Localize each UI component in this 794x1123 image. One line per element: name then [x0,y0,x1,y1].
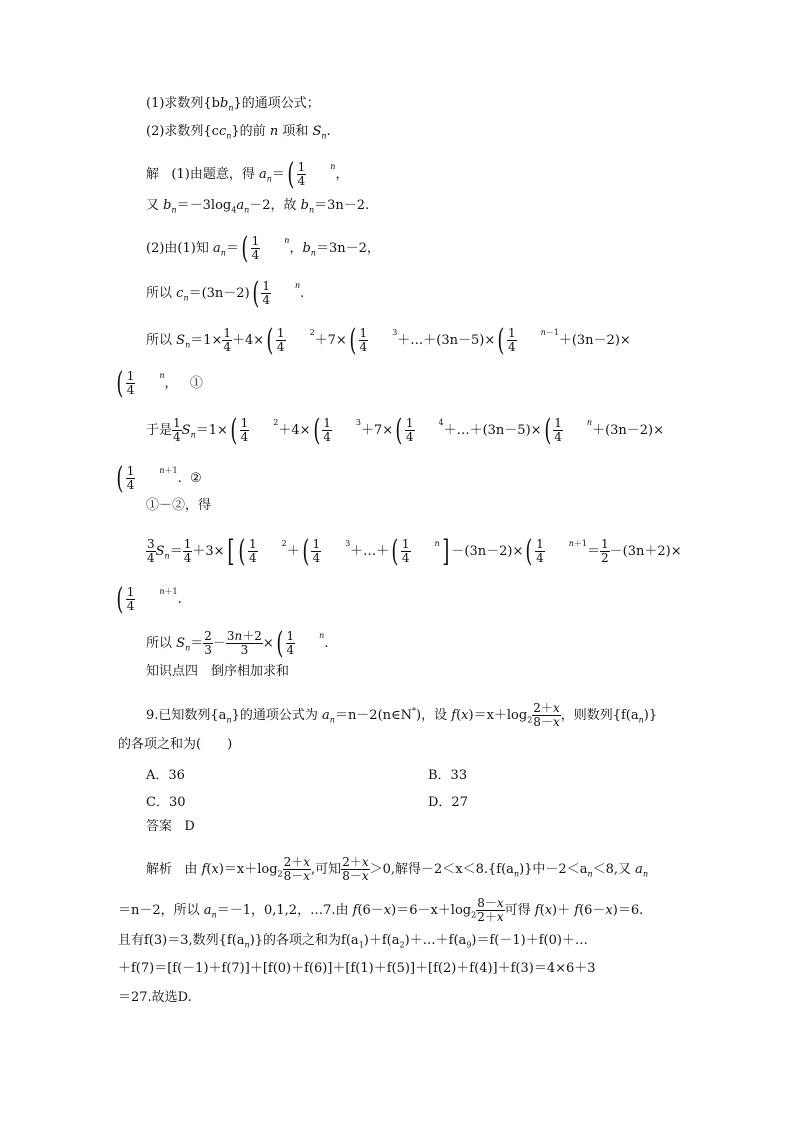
bn-eq: ＝3n－2， [315,241,380,256]
an2-f: ＝6. [617,903,644,918]
mark-2: ② [190,471,202,486]
an2-e: ＋ [557,903,571,918]
q9-d: )，设 [416,708,448,723]
sn-term: ＋7× [314,333,347,348]
option-b[interactable]: B．33 [428,768,468,783]
sol2-line: (2)由(1)知 $a_n=$( $\frac{1}{4}$ $^n$，$b_n=3n-2$， [146,230,380,266]
part2-text-c: 项和 [282,124,309,139]
then-term: ＋4× [278,423,311,438]
an1-b: ＝x＋log [223,862,278,877]
diff-term: －(3n＋2)× [609,544,682,559]
sn-line-2: ( $\frac{1}{4}$ $^n$， ① [116,365,203,401]
q9-c: ＝n－2(n∈N [334,708,413,723]
sn-line: 所以 $S_n=1\times$ $\frac{1}{4}$ ＋4×( $\frac{1}{4}$ $^2$＋7×( $\frac{1}{4}$ $^3$＋…＋(3n－5)×( $\frac{1}{4}$ $^{n-1}$＋(3n－2)× [146,322,631,358]
an3-c: )＋f(a [363,933,400,948]
sn-term: ＋…＋(3n－5)× [397,333,496,348]
an3-e: )＝f(－1)＋f(0)＋… [471,933,588,948]
so-cn: 所以 [146,286,173,301]
an2-d: 可得 [504,903,531,918]
an1-f: ＜8,又 [592,862,632,877]
then-term: ＋(3n－2)× [592,423,665,438]
q9-b: }的通项公式为 [231,708,318,723]
an1-a: 由 [184,862,198,877]
option-c[interactable]: C．30 [146,795,186,810]
then-term: ＋…＋(3n－5)× [443,423,542,438]
analysis-line-2: ＝n－2，所以 $a_n=-1$，0,1,2，…7.由 $f(6-x)=6-x+\log_2$ $\frac{8-x}{2+x}$ 可得 f(x)＋ f(6－x)＝6. [118,896,644,924]
answer-line [146,818,195,836]
paren-quarter: ( $\frac{1}{4}$ [287,156,306,192]
then-line: 于是 $\frac{1}{4}$ $S_n=1\times$( $\frac{1}{4}$ $^2$＋4×( $\frac{1}{4}$ $^3$＋7×( $\frac{1}{4}$ $^4$＋…＋(3n－5)×( $\frac{1}{4}$ $^n$＋(3n－2)× [146,412,665,448]
analysis-label: 解析 [146,862,173,877]
diff-eq-line: $\frac{3}{4}$ $S_n=$ $\frac{1}{4}$ ＋3×[ ( $\frac{1}{4}$ $^2$＋( $\frac{1}{4}$ $^3$＋…＋( $\frac{1}{4}$ $^n$] －(3n－2)×( $\frac{1}{4}$ $^{n+1}$＝ $\frac{1}{2}$ －(3n＋2)× [147,533,682,569]
an1-e: )}中－2＜a [519,862,588,877]
q9-g: )} [643,708,658,723]
sol1-text: (1)由题意，得 [171,167,255,182]
diff-term: －(3n－2)× [451,544,524,559]
option-d[interactable]: D．27 [428,795,468,810]
part2-text-b: }的前 [231,124,266,139]
an2-a: ＝n－2，所以 [118,903,200,918]
q9-f: ，则数列{f(a [560,708,639,723]
part1-text-b: }的通项公式； [233,96,320,111]
an2-c: ＝6－x＋log [396,903,472,918]
then-term: ＋7× [360,423,394,438]
question-9-line: 9.已知数列$\{a_n\}$的通项公式为 $a_n=n-2(n\in N^*)$，设 $f(x)=x+\log_2$ $\frac{2+x}{8-x}$ ，则数列$\{f(a_n)\}$ [146,701,658,729]
sn-term: ＋4× [232,333,265,348]
answer-label: 答案 [146,819,173,834]
sol-label: 解 [146,167,160,182]
an1-c: ,可知 [311,862,342,877]
sol2-text: (2)由(1)知 [146,241,209,256]
diff-term: ＝ [586,544,600,559]
an3-b: )}的各项之和为f(a [249,933,359,948]
an2-b: ＝－1，0,1,2，…7.由 [216,903,349,918]
q9-a: 9.已知数列{a [146,708,227,723]
also-line: 又 $b_n=-3\log_4a_n-2$，故 $b_n=3n-2$. [146,198,370,215]
part2-text: (2)求数列{c [146,124,219,139]
then-line-2: ( $\frac{1}{4}$ $^{n+1}$. ② [116,460,202,496]
an3-d: )＋…＋f(a [404,933,467,948]
analysis-line-4: ＋f(7)＝[f(－1)＋f(7)]＋[f(0)＋f(6)]＋[f(1)＋f(5)]＋[f(2)＋f(4)]＋f(3)＝4×6＋3 [118,961,596,976]
diff-term: ＝ [169,544,183,559]
analysis-line-5: ＝27.故选D. [118,990,192,1005]
also-text: 又 [146,198,160,213]
diff-line [146,497,211,515]
diff-eq-line-2: ( $\frac{1}{4}$ $^{n+1}$. [116,581,182,617]
then-text: 于是 [146,423,173,438]
analysis-line-1: 解析 由 $f(x)=x+\log_2$ $\frac{2+x}{8-x}$ ,可知 $\frac{2+x}{8-x}$ ＞0,解得$-2<x<8.\{f(a_n)\}$中$-2<a_n<8$,又 $a_n$ [146,855,649,883]
diff-text: ①－②，得 [146,498,212,513]
also-d: ＝3n－2. [314,198,370,213]
also-b: ＝－3log [176,198,232,213]
an1-d: ＞0,解得－2＜x＜8.{f(a [369,862,514,877]
also-c: －2，故 [249,198,297,213]
result-line: 所以 $S_n=$ $\frac{2}{3}$ － $\frac{3n+2}{3}$ ×( $\frac{1}{4}$ $^n$. [146,625,329,661]
diff-term: ＋3× [192,544,225,559]
then-term: ＝1× [195,423,228,438]
an3-a: 且有f(3)＝3,数列{f(a [118,933,245,948]
part2-line: (2)求数列$\{cc_n\}$的前 n 项和 $S_n$. [146,124,331,141]
diff-term: ＋…＋ [350,544,390,559]
sol1-line: 解 (1)由题意，得 $a_n=$( $\frac{1}{4}$ $^n$， [146,156,349,192]
sn-term: ＝1× [190,333,223,348]
q9-e: ＝x＋log [473,708,528,723]
result-text: 所以 [146,636,173,651]
part1-text: (1)求数列{b [146,96,221,111]
question-9-line-2: 的各项之和为( ) [118,737,233,752]
result-eq: ＝ [190,636,204,651]
mark-1: ① [189,376,203,391]
cn-line: 所以 $c_n=(3n-2)$( $\frac{1}{4}$ $^n$. [146,275,305,311]
answer-value: D [184,819,195,834]
so-sn: 所以 [146,333,173,348]
sn-term: ＋(3n－2)× [558,333,631,348]
cn-eq: ＝(3n－2) [188,286,250,301]
section-title: 知识点四 倒序相加求和 [146,664,290,679]
option-a[interactable]: A．36 [146,768,185,783]
diff-term: ＋ [286,544,300,559]
part1-line: (1)求数列$\{bb_n\}$的通项公式； [146,96,320,113]
analysis-line-3: 且有f(3)＝3,数列$\{f(a_n)\}$的各项之和为$f(a_1)+f(a_2)+\dots+f(a_9)=f(-1)+f(0)+\dots$ [118,933,588,950]
